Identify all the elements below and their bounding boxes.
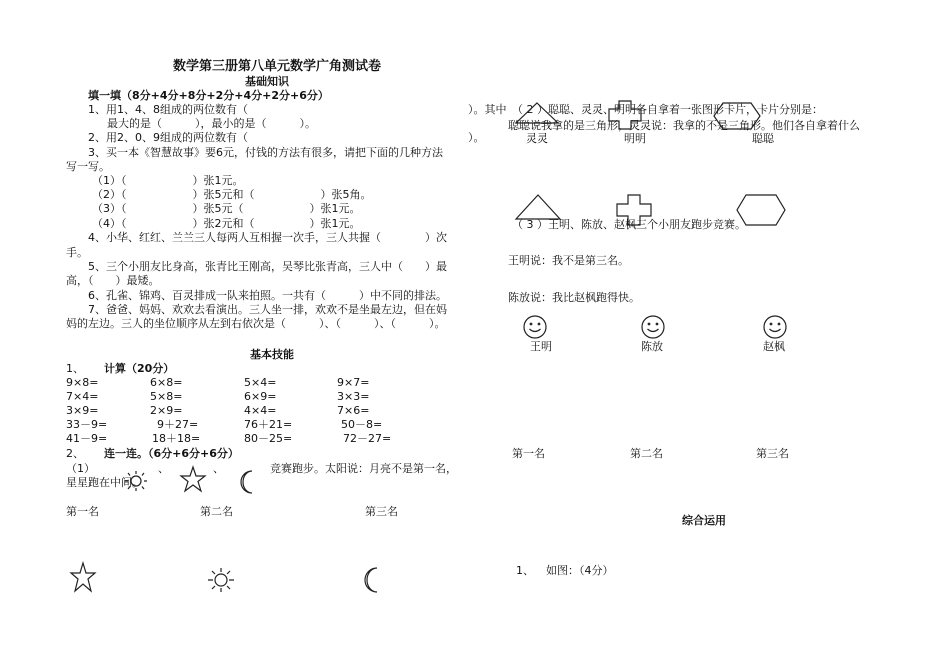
question-5-line-1: 5、三个小朋友比身高，张青比王刚高，吴琴比张青高，三人中（ ）最	[88, 260, 447, 273]
fill-heading: 填一填（8分+4分+8分+2分+4分+2分+6分）	[88, 89, 329, 102]
calc-cell: 41－9=	[66, 432, 108, 445]
rank-second: 第二名	[630, 447, 663, 460]
connect-number: 2、	[66, 447, 84, 460]
question-2-2-text: （ 2 ）聪聪、灵灵、明明各自拿着一张图形卡片，卡片分别是：	[512, 103, 823, 116]
connect-q1-label: （1）	[66, 462, 95, 475]
rank-second: 第二名	[200, 505, 233, 518]
question-3-option-2: （2）（ ）张5元和（ ）张5角。	[92, 188, 372, 201]
calc-heading: 计算（20分）	[104, 362, 175, 375]
chenfang-statement: 陈放说：我比赵枫跑得快。	[508, 291, 640, 304]
question-5-line-2: 高，（ ）最矮。	[66, 274, 160, 287]
connect-q1-text-2: 星星跑在中间。	[66, 476, 143, 489]
calc-cell: 5×4=	[244, 376, 277, 389]
moon-icon	[236, 469, 258, 495]
question-2: 2、用2、0、9组成的两位数有（ ）。	[88, 131, 485, 144]
hexagon-icon	[713, 102, 761, 130]
kid-name-zhaofeng: 赵枫	[763, 340, 785, 353]
question-3-option-1: （1）（ ）张1元。	[92, 174, 244, 187]
question-1-line-1: 1、用1、4、8组成的两位数有（ ）。其中	[88, 103, 507, 116]
kid-name-chenfang: 陈放	[641, 340, 663, 353]
rank-first: 第一名	[66, 505, 99, 518]
question-4-line-1: 4、小华、红红、兰兰三人每两人互相握一次手，三人共握（ ）次	[88, 231, 447, 244]
connect-q1-text: 竞赛跑步。太阳说：月亮不是第一名，	[270, 462, 457, 475]
calc-cell: 2×9=	[150, 404, 183, 417]
calc-cell: 9×8=	[66, 376, 99, 389]
section-basic-knowledge: 基础知识	[245, 75, 289, 88]
calc-number: 1、	[66, 362, 84, 375]
question-3-option-3: （3）（ ）张5元（ ）张1元。	[92, 202, 361, 215]
calc-cell: 3×9=	[66, 404, 99, 417]
card-name-mingming: 明明	[624, 132, 646, 145]
question-6: 6、孔雀、锦鸡、百灵排成一队来拍照。一共有（ ）中不同的排法。	[88, 289, 447, 302]
question-2-3-text: （ 3 ）王明、陈放、赵枫三个小朋友跑步竞赛。	[512, 218, 746, 231]
card-name-lingling: 灵灵	[526, 132, 548, 145]
calc-cell: 76＋21=	[244, 418, 293, 431]
question-7-line-2: 妈的左边。三人的坐位顺序从左到右依次是（ ）、（ ）、（ ）。	[66, 317, 446, 330]
question-3-line-1: 3、买一本《智慧故事》要6元，付钱的方法有很多，请把下面的几种方法	[88, 146, 443, 159]
smiley-face-icon	[523, 315, 547, 339]
calc-cell: 9＋27=	[157, 418, 199, 431]
triangle-icon	[515, 194, 561, 220]
calc-cell: 50－8=	[341, 418, 383, 431]
question-2-2-statement: 聪聪说我拿的是三角形，灵灵说：我拿的不是三角形。他们各自拿着什么	[508, 119, 860, 132]
separator: 、	[158, 462, 169, 475]
cross-shape-icon	[608, 100, 642, 130]
triangle-icon	[515, 102, 559, 124]
calc-cell: 7×6=	[337, 404, 370, 417]
separator: 、	[213, 462, 224, 475]
calc-cell: 9×7=	[337, 376, 370, 389]
wangming-statement: 王明说：我不是第三名。	[508, 254, 629, 267]
calc-cell: 33－9=	[66, 418, 108, 431]
kid-name-wangming: 王明	[530, 340, 552, 353]
rank-first: 第一名	[512, 447, 545, 460]
smiley-face-icon	[641, 315, 665, 339]
sun-icon	[122, 469, 150, 493]
question-7-line-1: 7、爸爸、妈妈、欢欢去看演出。三人坐一排，欢欢不是坐最左边，但在妈	[88, 303, 447, 316]
question-3-option-4: （4）（ ）张2元和（ ）张1元。	[92, 217, 361, 230]
calc-cell: 18＋18=	[152, 432, 201, 445]
calc-cell: 5×8=	[150, 390, 183, 403]
sun-icon	[205, 566, 237, 594]
moon-icon	[355, 566, 383, 594]
calc-cell: 6×8=	[150, 376, 183, 389]
calc-cell: 72－27=	[343, 432, 392, 445]
question-4-line-2: 手。	[66, 246, 88, 259]
paper-title: 数学第三册第八单元数学广角测试卷	[173, 59, 382, 74]
comp-q1-number: 1、	[516, 564, 534, 577]
rank-third: 第三名	[756, 447, 789, 460]
calc-cell: 80－25=	[244, 432, 293, 445]
question-1-line-2: 最大的是（ ），最小的是（ ）。	[107, 117, 316, 130]
rank-third: 第三名	[365, 505, 398, 518]
calc-cell: 3×3=	[337, 390, 370, 403]
calc-cell: 7×4=	[66, 390, 99, 403]
calc-cell: 4×4=	[244, 404, 277, 417]
card-name-congcong: 聪聪	[752, 132, 774, 145]
question-3-line-2: 写一写。	[66, 160, 110, 173]
calc-cell: 6×9=	[244, 390, 277, 403]
star-icon	[70, 562, 96, 592]
section-basic-skills: 基本技能	[250, 348, 294, 361]
section-comprehensive: 综合运用	[682, 514, 726, 527]
connect-heading: 连一连。（6分+6分+6分）	[104, 447, 239, 460]
star-icon	[180, 466, 206, 492]
smiley-face-icon	[763, 315, 787, 339]
comp-q1-text: 如图：（4分）	[546, 564, 614, 577]
